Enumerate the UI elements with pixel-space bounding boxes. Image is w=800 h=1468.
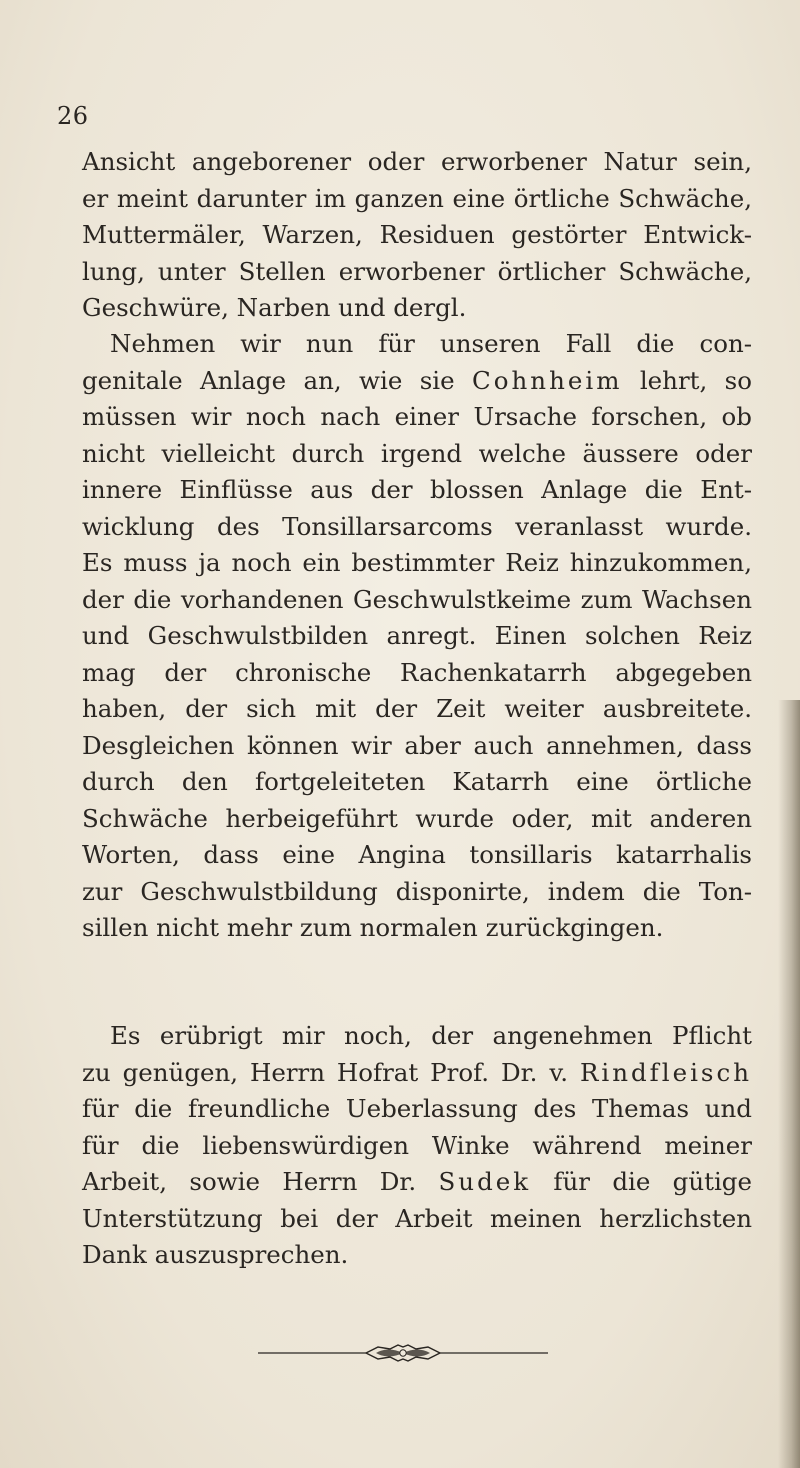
text-line: Muttermäler, Warzen, Residuen gestörter Entwick- — [82, 220, 752, 249]
text-line: innere Einflüsse aus der blossen Anlage die Ent- — [82, 475, 752, 504]
text-fragment: zu genügen, Herrn Hofrat Prof. Dr. v. — [82, 1057, 580, 1087]
text-fragment: lehrt, so — [622, 365, 753, 395]
text-line — [82, 363, 752, 400]
text-line: der die vorhandenen Geschwulstkeime zum Wachsen — [82, 584, 752, 614]
text-line: er meint darunter im ganzen eine örtliche Schwäche, — [82, 183, 752, 213]
text-line: und Geschwulstbilden anregt. Einen solchen Reiz — [82, 621, 752, 650]
paragraph-3-acknowledgement — [82, 1018, 752, 1274]
text-line: Nehmen wir nun für unseren Fall die con- — [110, 329, 752, 358]
paragraph-2 — [82, 326, 752, 947]
text-line: haben, der sich mit der Zeit weiter ausbreitete. — [82, 694, 752, 723]
text-line: Schwäche herbeigeführt wurde oder, mit anderen — [82, 803, 752, 833]
text-line: Geschwüre, Narben und dergl. — [82, 293, 467, 322]
text-fragment: genitale Anlage an, wie sie — [82, 365, 473, 395]
text-line — [82, 1164, 752, 1201]
text-line: sillen nicht mehr zum normalen zurückgingen. — [82, 913, 664, 942]
text-line: Dank auszusprechen. — [82, 1240, 349, 1269]
page-number: 26 — [57, 102, 89, 130]
text-line: Es erübrigt mir noch, der angenehmen Pflicht — [110, 1021, 752, 1050]
text-line — [82, 1055, 752, 1092]
text-line: Unterstützung bei der Arbeit meinen herzlichsten — [82, 1203, 752, 1233]
text-line: für die freundliche Ueberlassung des Themas und — [82, 1094, 752, 1123]
author-name-sudek: Sudek — [438, 1167, 532, 1196]
paragraph-1 — [82, 144, 752, 327]
text-line: durch den fortgeleiteten Katarrh eine örtliche — [82, 767, 752, 796]
author-name-cohnheim: Cohnheim — [472, 365, 623, 395]
text-line: für die liebenswürdigen Winke während meiner — [82, 1130, 752, 1160]
text-line: lung, unter Stellen erworbener örtlicher Schwäche, — [82, 256, 752, 286]
text-line: nicht vielleicht durch irgend welche äussere oder — [82, 438, 752, 468]
text-line: Desgleichen können wir aber auch annehmen, dass — [82, 730, 752, 760]
text-fragment: Arbeit, sowie Herrn Dr. — [82, 1167, 439, 1196]
text-line: müssen wir noch nach einer Ursache forschen, ob — [82, 402, 752, 431]
ornamental-divider-icon — [258, 1342, 548, 1364]
text-line: Ansicht angeborener oder erworbener Natur sein, — [82, 147, 752, 176]
author-name-rindfleisch: Rindfleisch — [579, 1057, 752, 1087]
text-line: Es muss ja noch ein bestimmter Reiz hinzukommen, — [82, 548, 752, 577]
text-line: mag der chronische Rachenkatarrh abgegeben — [82, 657, 752, 687]
text-line: zur Geschwulstbildung disponirte, indem die Ton- — [82, 876, 752, 906]
text-fragment: für die gütige — [531, 1167, 752, 1196]
page-edge-shadow — [778, 700, 800, 1468]
text-line: wicklung des Tonsillarsarcoms veranlasst wurde. — [82, 511, 752, 541]
text-line: Worten, dass eine Angina tonsillaris katarrhalis — [82, 840, 752, 869]
